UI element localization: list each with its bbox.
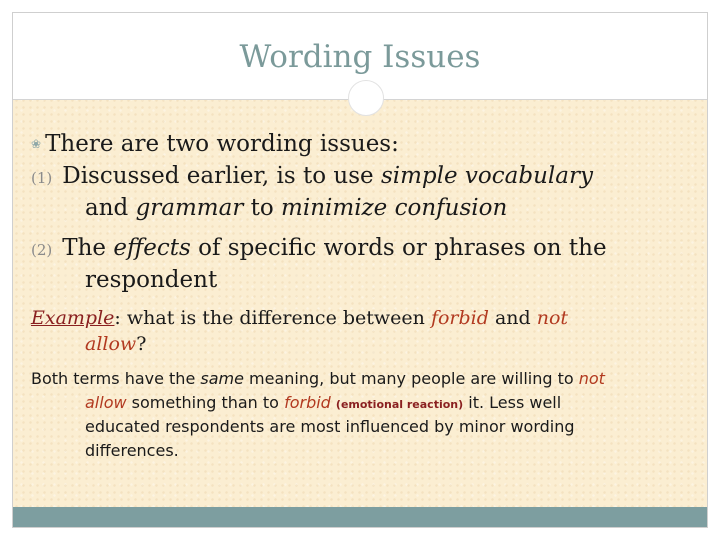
note-term: allow xyxy=(85,393,127,412)
example-text: and xyxy=(488,307,537,329)
item-1-number: (1) xyxy=(31,169,53,187)
item-2-emphasis: effects xyxy=(113,235,191,261)
note-line-3 xyxy=(85,417,575,436)
note-text: differences. xyxy=(85,441,179,460)
item-1-emphasis: simple vocabulary xyxy=(380,163,593,189)
item-1-text: to xyxy=(243,195,282,221)
example-term: forbid xyxy=(430,307,489,329)
item-2-text: The xyxy=(62,235,114,261)
item-2-text: of specific words or phrases on the xyxy=(190,235,607,261)
item-1-emphasis: grammar xyxy=(135,195,244,221)
example-line-1 xyxy=(31,307,568,329)
example-term: allow xyxy=(85,333,137,355)
item-2-line-1 xyxy=(31,235,607,261)
item-1-text: Discussed earlier, is to use xyxy=(62,163,381,189)
note-line-4 xyxy=(85,441,179,460)
note-text: something than to xyxy=(126,393,285,412)
note-emphasis: same xyxy=(200,369,244,388)
note-term: not xyxy=(578,369,605,388)
note-term: forbid xyxy=(284,393,331,412)
note-text: educated respondents are most influenced by minor wording xyxy=(85,417,575,436)
item-1-line-2 xyxy=(85,195,507,221)
item-2-line-2 xyxy=(85,267,217,293)
example-label: Example xyxy=(31,307,115,329)
slide xyxy=(12,12,708,528)
example-text: : what is the difference between xyxy=(114,307,431,329)
title-circle-ornament xyxy=(348,80,384,116)
note-text: meaning, but many people are willing to xyxy=(243,369,579,388)
leaf-icon: ❀ xyxy=(31,137,42,151)
note-aside: (emotional reaction) xyxy=(335,398,464,411)
intro-bullet xyxy=(31,131,399,157)
item-1-emphasis: minimize confusion xyxy=(281,195,508,221)
note-text: it. Less well xyxy=(463,393,562,412)
example-line-2 xyxy=(85,333,146,355)
item-1-text: and xyxy=(85,195,136,221)
item-1-line-1 xyxy=(31,163,593,189)
footer-bar xyxy=(13,507,707,527)
intro-text: There are two wording issues: xyxy=(45,131,399,157)
note-line-1 xyxy=(31,369,605,388)
example-term: not xyxy=(536,307,569,329)
item-2-number: (2) xyxy=(31,241,53,259)
slide-title: Wording Issues xyxy=(239,39,481,75)
item-2-text: respondent xyxy=(85,267,218,293)
example-text: ? xyxy=(136,333,147,355)
note-line-2 xyxy=(85,393,561,412)
note-text: Both terms have the xyxy=(31,369,201,388)
